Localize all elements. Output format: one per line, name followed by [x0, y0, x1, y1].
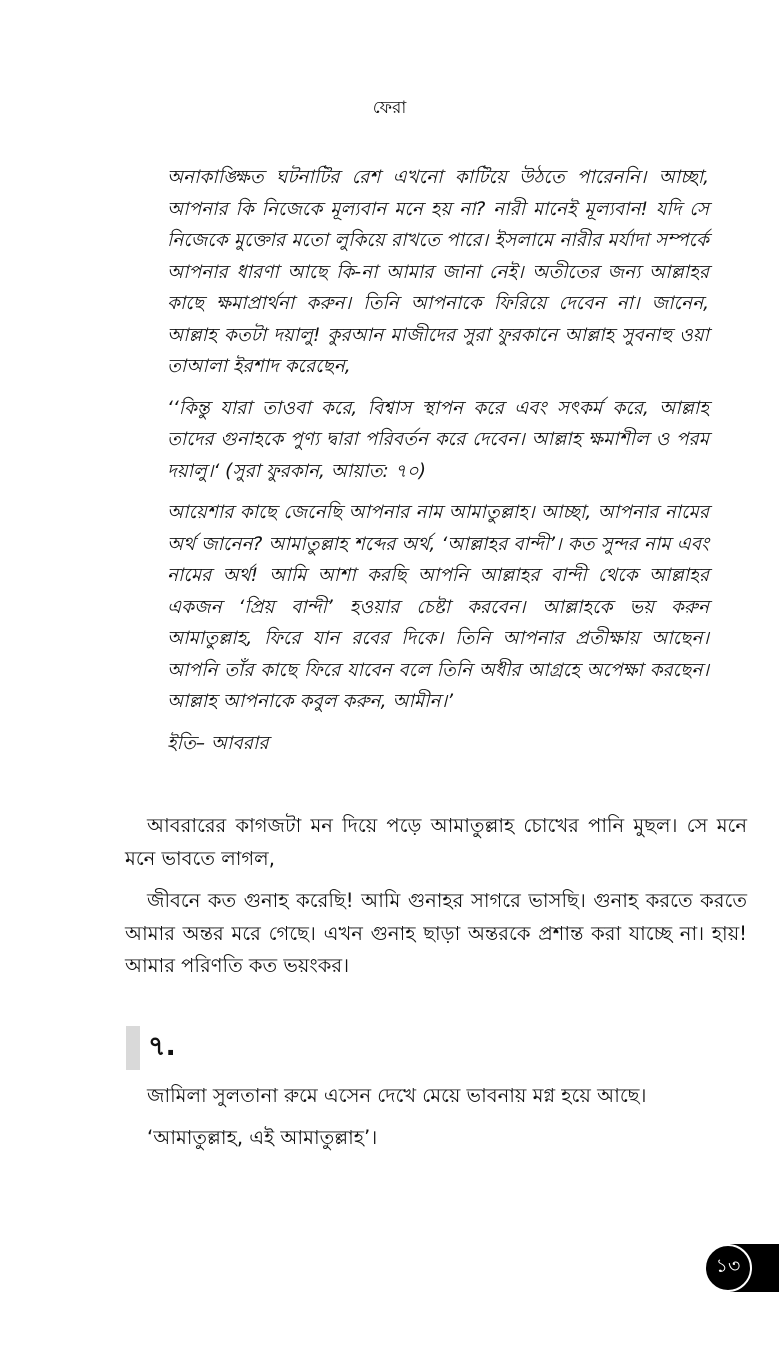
narrative-block — [125, 810, 747, 993]
letter-quran-quote: ‘‘কিন্তু যারা তাওবা করে, বিশ্বাস স্থাপন করে এবং সৎকর্ম করে, আল্লাহ তাদের গুনাহকে পুণ্য দ্বারা পরিবর্তন করে দেবেন। আল্লাহ ক্ষমাশীল ও পরম দয়ালু।‘ (সুরা ফুরকান, আয়াত: ৭০) — [167, 397, 709, 482]
letter-paragraph: আয়েশার কাছে জেনেছি আপনার নাম আমাতুল্লাহ। আচ্ছা, আপনার নামের অর্থ জানেন? আমাতুল্লাহ শব্দের অর্থ, ‘আল্লাহর বান্দী’। কত সুন্দর নাম এবং নামের অর্থ! আমি আশা করছি আপনি আল্লাহর বান্দী থেকে আল্লাহর একজন ‘প্রিয় বান্দী’ হওয়ার চেষ্টা করবেন। আল্লাহকে ভয় করুন আমাতুল্লাহ, ফিরে যান রবের দিকে। তিনি আপনার প্রতীক্ষায় আছেন। আপনি তাঁর কাছে ফিরে যাবেন বলে তিনি অধীর আগ্রহে অপেক্ষা করছেন। আল্লাহ আপনাকে কবুল করুন, আমীন।’ — [167, 502, 709, 712]
section-bar — [126, 1026, 140, 1070]
page-number: ১৩ — [715, 1255, 741, 1277]
letter-block — [167, 162, 709, 769]
continuation-paragraph: জামিলা সুলতানা রুমে এসেন দেখে মেয়ে ভাবনায় মগ্ন হয়ে আছে। — [147, 1084, 647, 1107]
section-number: ৭. — [148, 1030, 176, 1062]
narrative-paragraph: জীবনে কত গুনাহ করেছি! আমি গুনাহর সাগরে ভাসছি। গুনাহ করতে করতে আমার অন্তর মরে গেছে। এখন গুনাহ ছাড়া অন্তরকে প্রশান্ত করা যাচ্ছে না। হায়! আমার পরিণতি কত ভয়ংকর। — [125, 889, 747, 977]
running-header: ফেরা — [372, 98, 407, 118]
continuation-paragraph: ‘আমাতুল্লাহ, এই আমাতুল্লাহ’। — [147, 1125, 378, 1149]
page-number-badge — [704, 1244, 752, 1292]
narrative-paragraph: আবরারের কাগজটা মন দিয়ে পড়ে আমাতুল্লাহ চোখের পানি মুছল। সে মনে মনে ভাবতে লাগল, — [125, 814, 747, 870]
section-marker — [126, 1026, 306, 1070]
continuation-block — [125, 1080, 747, 1163]
letter-paragraph: অনাকাঙ্ক্ষিত ঘটনাটির রেশ এখনো কাটিয়ে উঠতে পারেননি। আচ্ছা, আপনার কি নিজেকে মূল্যবান মনে হয় না? নারী মানেই মূল্যবান! যদি সে নিজেকে মুক্তোর মতো লুকিয়ে রাখতে পারে। ইসলামে নারীর মর্যাদা সম্পর্কে আপনার ধারণা আছে কি-না আমার জানা নেই। অতীতের জন্য আল্লাহর কাছে ক্ষমাপ্রার্থনা করুন। তিনি আপনাকে ফিরিয়ে দেবেন না। জানেন, আল্লাহ কতটা দয়ালু! কুরআন মাজীদের সুরা ফুরকানে আল্লাহ সুবনাহু ওয়া তাআলা ইরশাদ করেছেন, — [167, 167, 709, 377]
letter-signature: ইতি– আবরার — [167, 732, 269, 754]
